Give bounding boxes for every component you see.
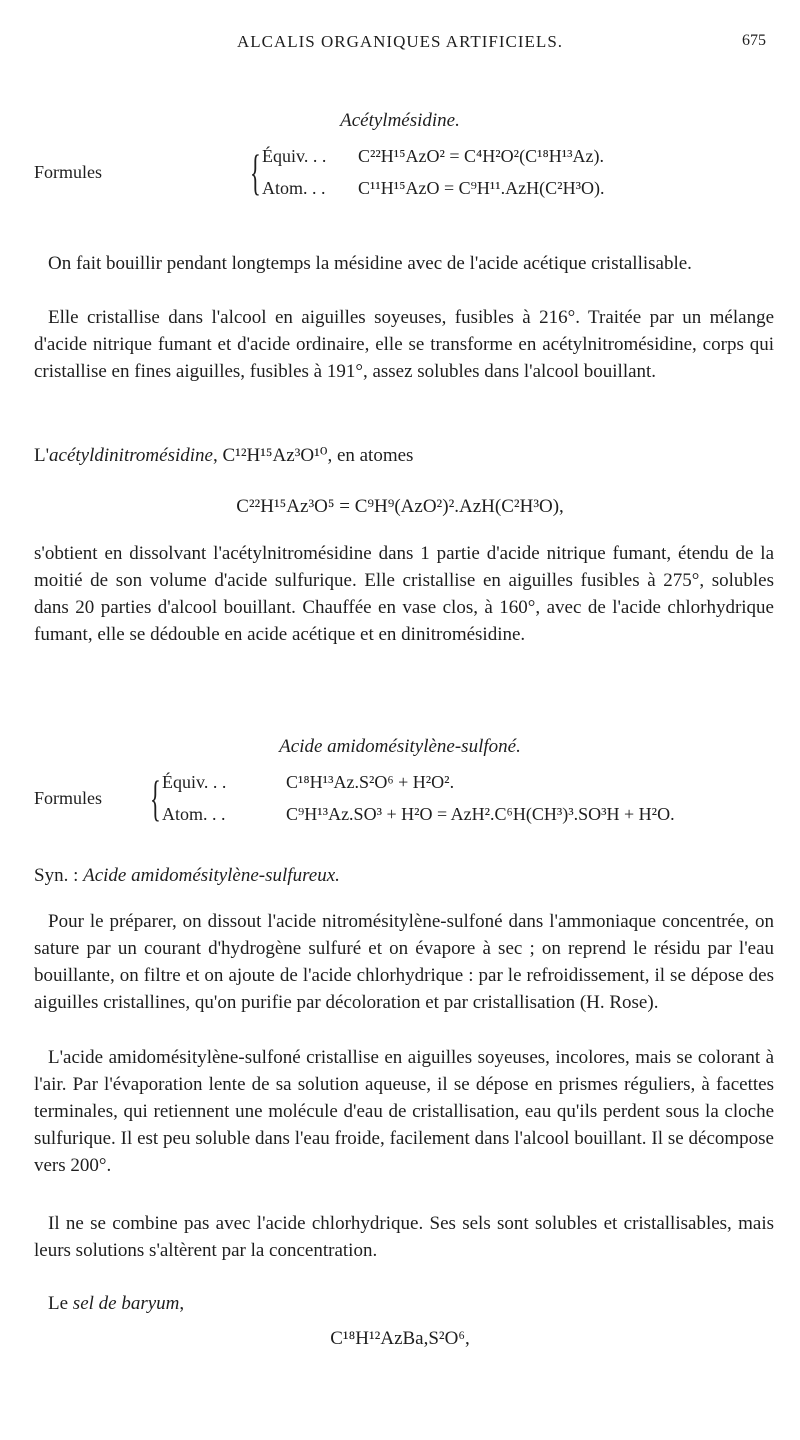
paragraph: Elle cristallise dans l'alcool en aiguilles soyeuses, fusibles à 216°. Traitée par un mélange d'acide nitrique fumant et d'acide ordinaire, elle se transforme en acétylnitromésidine, corps qui cristallise en fines aiguilles, fusibles à 191°, assez solubles dans l'alcool bouillant.: [34, 307, 774, 382]
section-title-acetylmesidine: Acétylmésidine.: [340, 110, 460, 131]
paragraph: Pour le préparer, on dissout l'acide nitromésitylène-sulfoné dans l'ammoniaque concentrée, on sature par un courant d'hydrogène sulfuré et on évapore à sec ; on reprend le résidu par l'eau bouillante, on filtre et on ajoute de l'acide chlorhydrique : par le refroidissement, il se dépose des aiguilles cristallines, qu'on purifie par décoloration et par cristallisation (H. Rose).: [34, 911, 774, 1013]
paragraph: On fait bouillir pendant longtemps la mésidine avec de l'acide acétique cristallisable.: [48, 253, 692, 274]
salt-prefix: Le: [48, 1293, 73, 1314]
formulas-amidomesitylene: [34, 772, 774, 832]
synonym-line: [34, 862, 774, 889]
formulas-acetylmesidine: [34, 146, 774, 206]
syn-label: Syn. :: [34, 865, 84, 886]
dinitro-formula-inline: , C¹²H¹⁵Az³O¹⁰, en atomes: [212, 445, 414, 466]
brace-symbol: {: [250, 144, 261, 200]
running-title: ALCALIS ORGANIQUES ARTIFICIELS.: [236, 32, 564, 51]
equiv-label: Équiv. . .: [162, 772, 227, 792]
atom-formula: C⁹H¹³Az.SO³ + H²O = AzH².C⁶H(CH³)³.SO³H + H²O.: [286, 804, 675, 824]
equiv-formula: C¹⁸H¹³Az.S²O⁶ + H²O².: [286, 772, 455, 792]
salt-formula: C¹⁸H¹²AzBa,S²O⁶,: [330, 1328, 470, 1349]
dinitro-intro: [34, 442, 774, 469]
salt-name: sel de baryum: [72, 1293, 180, 1314]
atom-label: Atom. . .: [162, 804, 226, 824]
equiv-formula: C²²H¹⁵AzO² = C⁴H²O²(C¹⁸H¹³Az).: [358, 146, 605, 166]
atom-formula: C¹¹H¹⁵AzO = C⁹H¹¹.AzH(C²H³O).: [358, 178, 605, 198]
atom-label: Atom. . .: [262, 178, 326, 198]
formulas-label: Formules: [34, 788, 103, 808]
salt-suffix: ,: [179, 1293, 185, 1314]
dinitro-article: L': [34, 445, 50, 466]
formulas-label: Formules: [34, 162, 103, 182]
salt-intro: [34, 1290, 774, 1317]
equiv-label: Équiv. . .: [262, 146, 327, 166]
paragraph: s'obtient en dissolvant l'acétylnitromésidine dans 1 partie d'acide nitrique fumant, étendu de la moitié de son volume d'acide sulfurique. Elle cristallise en aiguilles fusibles à 275°, solubles dans 20 parties d'alcool bouillant. Chauffée en vase clos, à 160°, avec de l'acide chlorhydrique fumant, elle se dédouble en acide acétique et en dinitromésidine.: [34, 543, 774, 645]
dinitro-formula: C²²H¹⁵Az³O⁵ = C⁹H⁹(AzO²)².AzH(C²H³O),: [236, 496, 564, 517]
section-title-amidomesitylene: Acide amidomésitylène-sulfoné.: [279, 736, 521, 757]
dinitro-name: acétyldinitromésidine: [49, 445, 213, 466]
brace-symbol: {: [150, 770, 161, 826]
syn-name: Acide amidomésitylène-sulfureux.: [83, 865, 340, 886]
running-head: [0, 32, 800, 56]
paragraph: Il ne se combine pas avec l'acide chlorhydrique. Ses sels sont solubles et cristallisables, mais leurs solutions s'altèrent par la concentration.: [34, 1213, 774, 1261]
page-number: 675: [742, 32, 766, 49]
paragraph: L'acide amidomésitylène-sulfoné cristallise en aiguilles soyeuses, incolores, mais se colorant à l'air. Par l'évaporation lente de sa solution aqueuse, il se dépose en prismes réguliers, à facettes terminales, qui retiennent une molécule d'eau de cristallisation, eau qu'ils perdent sous la cloche sulfurique. Il est peu soluble dans l'eau froide, facilement dans l'alcool bouillant. Il se décompose vers 200°.: [34, 1047, 774, 1176]
